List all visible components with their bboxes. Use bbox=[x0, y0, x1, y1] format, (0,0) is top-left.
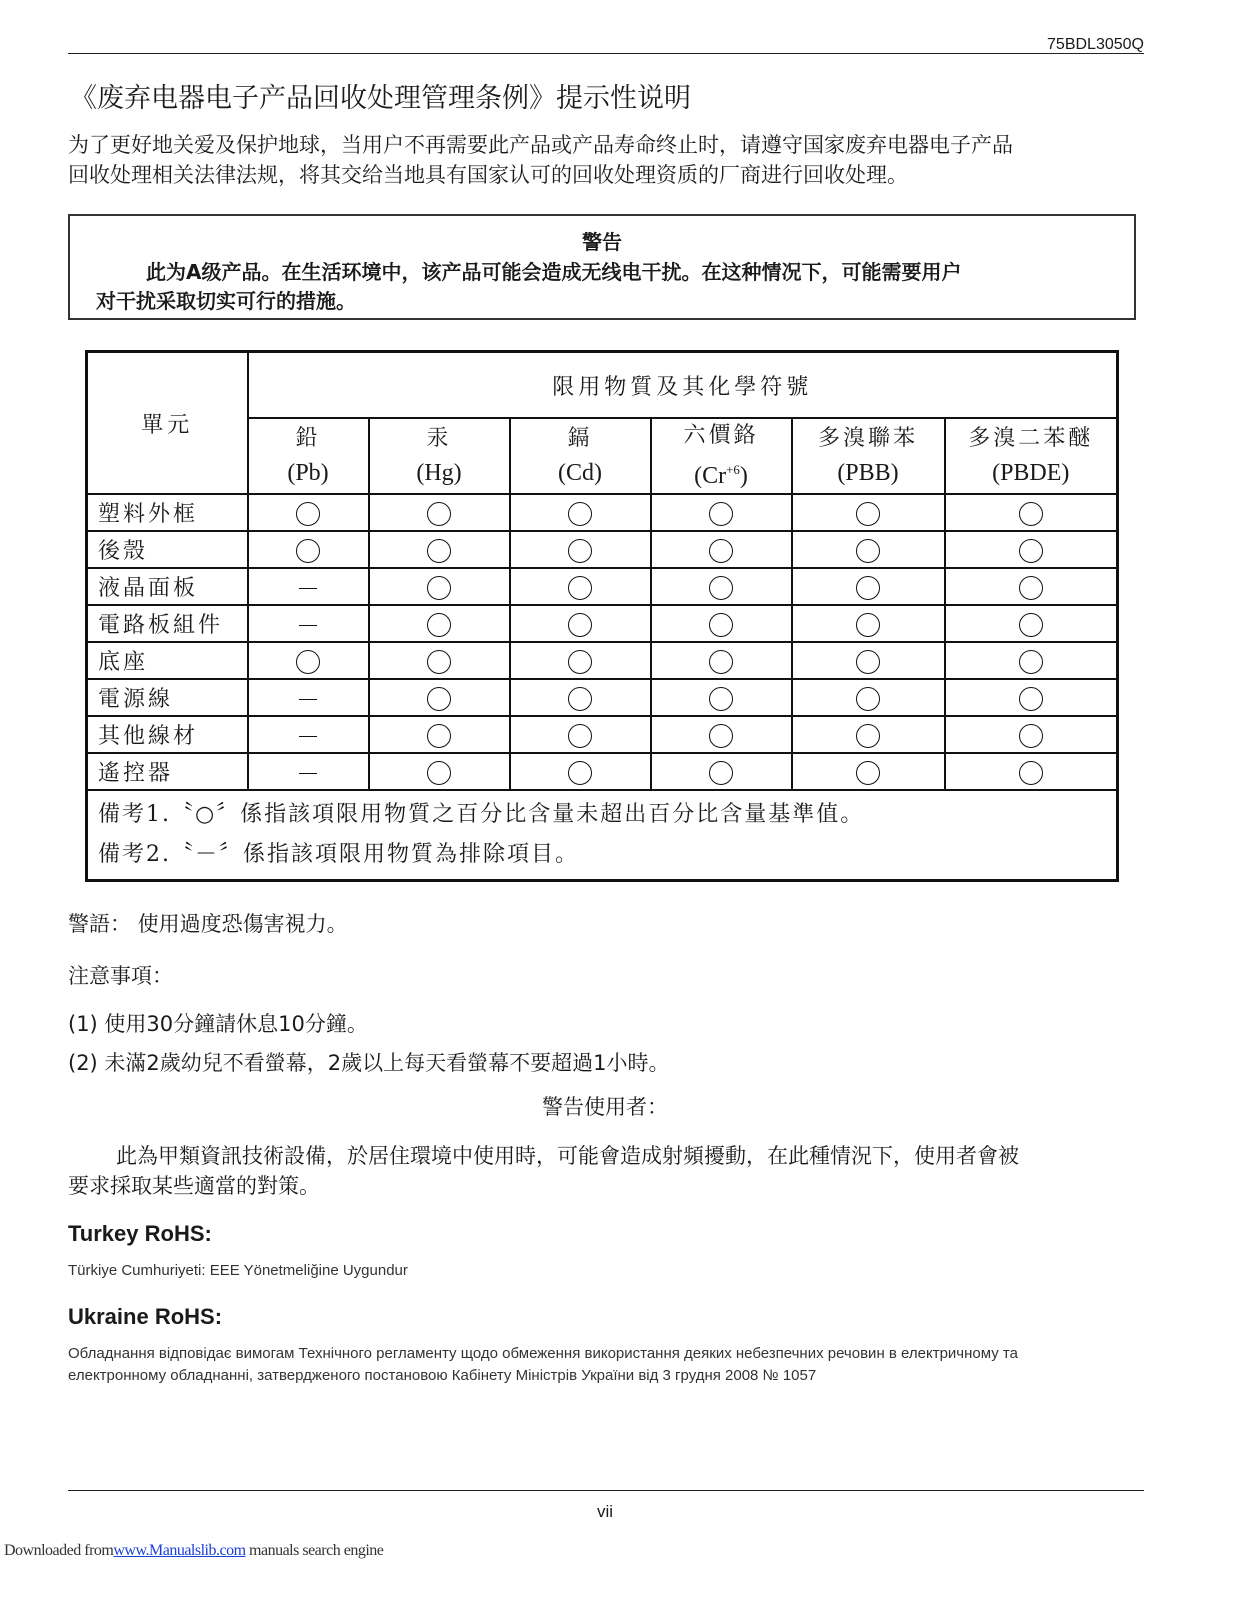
circle-mark-icon bbox=[1019, 539, 1043, 563]
symbol-text: (Cd) bbox=[558, 460, 602, 486]
mark-cell bbox=[510, 716, 651, 753]
user-warning-line-1: 此為甲類資訊技術設備，於居住環境中使用時，可能會造成射頻擾動，在此種情況下，使用者會被 bbox=[116, 1144, 1019, 1168]
turkey-rohs-heading: Turkey RoHS: bbox=[68, 1221, 212, 1246]
row-label: 液晶面板 bbox=[87, 568, 248, 605]
row-label: 底座 bbox=[87, 642, 248, 679]
mark-cell bbox=[792, 568, 945, 605]
substance-name: 汞 bbox=[426, 426, 452, 451]
header-rule bbox=[68, 53, 1144, 54]
substance-symbol bbox=[652, 453, 791, 493]
unit-header: 單元 bbox=[87, 352, 248, 495]
mark-cell bbox=[369, 642, 510, 679]
dash-mark-icon bbox=[299, 588, 317, 589]
circle-mark-icon bbox=[568, 761, 592, 785]
footer-rule bbox=[68, 1490, 1144, 1491]
circle-mark-icon bbox=[427, 576, 451, 600]
mark-cell bbox=[651, 679, 792, 716]
symbol-superscript: +6 bbox=[726, 462, 740, 477]
circle-mark-icon bbox=[856, 502, 880, 526]
mark-cell bbox=[792, 494, 945, 531]
mark-cell bbox=[651, 568, 792, 605]
mark-cell bbox=[510, 753, 651, 790]
mark-cell bbox=[248, 642, 369, 679]
table-row bbox=[87, 642, 1118, 679]
substance-header-1 bbox=[369, 418, 510, 494]
substance-symbol bbox=[249, 456, 368, 490]
circle-mark-icon bbox=[1019, 650, 1043, 674]
mark-cell bbox=[510, 679, 651, 716]
mark-cell bbox=[651, 605, 792, 642]
circle-mark-icon bbox=[568, 576, 592, 600]
mark-cell bbox=[248, 568, 369, 605]
mark-cell bbox=[792, 716, 945, 753]
mark-cell bbox=[369, 568, 510, 605]
symbol-text: (Hg) bbox=[416, 460, 462, 486]
turkey-rohs-text: Türkiye Cumhuriyeti: EEE Yönetmeliğine Uygundur bbox=[68, 1262, 408, 1279]
substance-header-2 bbox=[510, 418, 651, 494]
circle-mark-icon bbox=[427, 502, 451, 526]
mark-cell bbox=[792, 642, 945, 679]
table-row bbox=[87, 494, 1118, 531]
substance-name: 鎘 bbox=[567, 426, 593, 451]
table-body bbox=[87, 494, 1118, 881]
circle-mark-icon bbox=[1019, 761, 1043, 785]
intro-line-1: 为了更好地关爱及保护地球，当用户不再需要此产品或产品寿命终止时，请遵守国家废弃电器电子产品 bbox=[68, 133, 1013, 157]
table-row bbox=[87, 753, 1118, 790]
circle-mark-icon bbox=[427, 761, 451, 785]
intro-line-2: 回收处理相关法律法规，将其交给当地具有国家认可的回收处理资质的厂商进行回收处理。 bbox=[68, 163, 908, 187]
dash-mark-icon bbox=[299, 625, 317, 626]
mark-cell bbox=[651, 531, 792, 568]
symbol-close: ) bbox=[739, 463, 748, 489]
circle-mark-icon bbox=[568, 539, 592, 563]
notice-item-2: (2) 未滿2歲幼兒不看螢幕，2歲以上每天看螢幕不要超過1小時。 bbox=[68, 1051, 670, 1075]
page-number: vii bbox=[596, 1502, 614, 1521]
circle-mark-icon bbox=[1019, 502, 1043, 526]
mark-cell bbox=[945, 494, 1118, 531]
circle-mark-icon bbox=[568, 724, 592, 748]
substance-header-4 bbox=[792, 418, 945, 494]
mark-cell bbox=[248, 531, 369, 568]
substance-symbol bbox=[793, 456, 944, 490]
substance-name: 六價鉻 bbox=[683, 423, 759, 448]
page-title: 《废弃电器电子产品回收处理管理条例》提示性说明 bbox=[70, 83, 691, 114]
mark-cell bbox=[369, 716, 510, 753]
mark-cell bbox=[510, 642, 651, 679]
notice-item-1: (1) 使用30分鐘請休息10分鐘。 bbox=[68, 1012, 368, 1036]
mark-cell bbox=[369, 753, 510, 790]
mark-cell bbox=[945, 753, 1118, 790]
model-number: 75BDL3050Q bbox=[1047, 36, 1144, 53]
row-label: 後殼 bbox=[87, 531, 248, 568]
footer-prefix: Downloaded from bbox=[4, 1542, 114, 1559]
circle-mark-icon bbox=[568, 613, 592, 637]
mark-cell bbox=[369, 605, 510, 642]
circle-mark-icon bbox=[709, 502, 733, 526]
table-row bbox=[87, 568, 1118, 605]
warning-line-2: 对干扰采取切实可行的措施。 bbox=[96, 289, 356, 313]
mark-cell bbox=[945, 531, 1118, 568]
user-warning-line-2: 要求採取某些適當的對策。 bbox=[68, 1174, 320, 1198]
substance-header-5 bbox=[945, 418, 1118, 494]
class-a-warning-box bbox=[68, 214, 1136, 320]
row-label: 電路板組件 bbox=[87, 605, 248, 642]
circle-mark-icon bbox=[856, 650, 880, 674]
table-note-2: 備考2.〝－〞係指該項限用物質為排除項目。 bbox=[98, 842, 579, 867]
mark-cell bbox=[945, 679, 1118, 716]
substance-header-3 bbox=[651, 418, 792, 494]
circle-mark-icon bbox=[709, 613, 733, 637]
mark-cell bbox=[510, 568, 651, 605]
circle-mark-icon bbox=[709, 539, 733, 563]
circle-mark-icon bbox=[1019, 687, 1043, 711]
substance-name: 多溴二苯醚 bbox=[968, 426, 1094, 451]
mark-cell bbox=[945, 642, 1118, 679]
mark-cell bbox=[792, 679, 945, 716]
circle-mark-icon bbox=[296, 539, 320, 563]
intro-paragraph bbox=[68, 130, 1143, 190]
mark-cell bbox=[651, 716, 792, 753]
footer-suffix: manuals search engine bbox=[245, 1542, 384, 1559]
circle-mark-icon bbox=[296, 502, 320, 526]
mark-cell bbox=[792, 605, 945, 642]
mark-cell bbox=[651, 753, 792, 790]
circle-mark-icon bbox=[856, 724, 880, 748]
circle-mark-icon bbox=[568, 502, 592, 526]
symbol-text: (PBB) bbox=[837, 460, 899, 486]
download-footer bbox=[4, 1542, 383, 1560]
mark-cell bbox=[369, 679, 510, 716]
ukraine-line-1: Обладнання відповідає вимогам Технічного регламенту щодо обмеження використання деяких небезпечних речовин в електричному та bbox=[68, 1345, 1018, 1362]
ukraine-line-2: електронному обладнанні, затвердженого постановою Кабінету Міністрів України від 3 грудня 2008 № 1057 bbox=[68, 1367, 817, 1384]
circle-mark-icon bbox=[1019, 724, 1043, 748]
table-row bbox=[87, 605, 1118, 642]
circle-mark-icon bbox=[568, 650, 592, 674]
circle-mark-icon bbox=[568, 687, 592, 711]
row-label: 遙控器 bbox=[87, 753, 248, 790]
mark-cell bbox=[510, 531, 651, 568]
substance-symbol bbox=[370, 456, 509, 490]
symbol-text: (PBDE) bbox=[992, 460, 1070, 486]
circle-mark-icon bbox=[709, 576, 733, 600]
substance-header-0 bbox=[248, 418, 369, 494]
mark-cell bbox=[792, 531, 945, 568]
table-note-1: 備考1.〝○〞係指該項限用物質之百分比含量未超出百分比含量基準值。 bbox=[98, 802, 865, 827]
ukraine-rohs-text bbox=[68, 1343, 1148, 1387]
table-row bbox=[87, 531, 1118, 568]
circle-mark-icon bbox=[1019, 576, 1043, 600]
dash-mark-icon bbox=[299, 736, 317, 737]
mark-cell bbox=[792, 753, 945, 790]
circle-mark-icon bbox=[856, 613, 880, 637]
mark-cell bbox=[248, 494, 369, 531]
row-label: 其他線材 bbox=[87, 716, 248, 753]
dash-mark-icon bbox=[299, 699, 317, 700]
mark-cell bbox=[945, 716, 1118, 753]
circle-mark-icon bbox=[296, 650, 320, 674]
substance-symbol bbox=[946, 456, 1117, 490]
user-warning-body bbox=[68, 1141, 1143, 1201]
user-warning-title: 警告使用者： bbox=[542, 1095, 668, 1119]
mark-cell bbox=[510, 605, 651, 642]
mark-cell bbox=[248, 679, 369, 716]
manualslib-link[interactable]: www.Manualslib.com bbox=[113, 1542, 246, 1559]
notes-row bbox=[87, 790, 1118, 881]
circle-mark-icon bbox=[427, 724, 451, 748]
circle-mark-icon bbox=[709, 650, 733, 674]
dash-mark-icon bbox=[299, 773, 317, 774]
substance-name: 鉛 bbox=[295, 426, 321, 451]
circle-mark-icon bbox=[427, 650, 451, 674]
warning-line-1: 此为A级产品。在生活环境中，该产品可能会造成无线电干扰。在这种情况下，可能需要用户 bbox=[146, 260, 962, 284]
circle-mark-icon bbox=[427, 687, 451, 711]
circle-mark-icon bbox=[427, 539, 451, 563]
circle-mark-icon bbox=[1019, 613, 1043, 637]
circle-mark-icon bbox=[709, 761, 733, 785]
table-notes bbox=[87, 790, 1118, 881]
table-row bbox=[87, 716, 1118, 753]
mark-cell bbox=[945, 605, 1118, 642]
notice-title: 注意事項： bbox=[68, 964, 173, 988]
ukraine-rohs-heading: Ukraine RoHS: bbox=[68, 1304, 223, 1329]
circle-mark-icon bbox=[856, 539, 880, 563]
substance-symbol bbox=[511, 456, 650, 490]
circle-mark-icon bbox=[709, 687, 733, 711]
circle-mark-icon bbox=[709, 724, 733, 748]
warning-title: 警告 bbox=[582, 230, 622, 254]
circle-mark-icon bbox=[856, 761, 880, 785]
circle-mark-icon bbox=[856, 576, 880, 600]
symbol-text: (Pb) bbox=[287, 460, 329, 486]
table-row bbox=[87, 679, 1118, 716]
mark-cell bbox=[369, 494, 510, 531]
mark-cell bbox=[651, 494, 792, 531]
substance-name: 多溴聯苯 bbox=[817, 426, 918, 451]
mark-cell bbox=[651, 642, 792, 679]
mark-cell bbox=[248, 716, 369, 753]
eye-warning: 警語： 使用過度恐傷害視力。 bbox=[68, 912, 348, 936]
symbol-text: (Cr bbox=[694, 463, 727, 489]
mark-cell bbox=[510, 494, 651, 531]
mark-cell bbox=[248, 605, 369, 642]
row-label: 電源線 bbox=[87, 679, 248, 716]
circle-mark-icon bbox=[856, 687, 880, 711]
substance-group-header: 限用物質及其化學符號 bbox=[248, 352, 1118, 419]
row-label: 塑料外框 bbox=[87, 494, 248, 531]
circle-mark-icon bbox=[427, 613, 451, 637]
mark-cell bbox=[945, 568, 1118, 605]
mark-cell bbox=[248, 753, 369, 790]
restricted-substances-table bbox=[85, 350, 1119, 882]
mark-cell bbox=[369, 531, 510, 568]
